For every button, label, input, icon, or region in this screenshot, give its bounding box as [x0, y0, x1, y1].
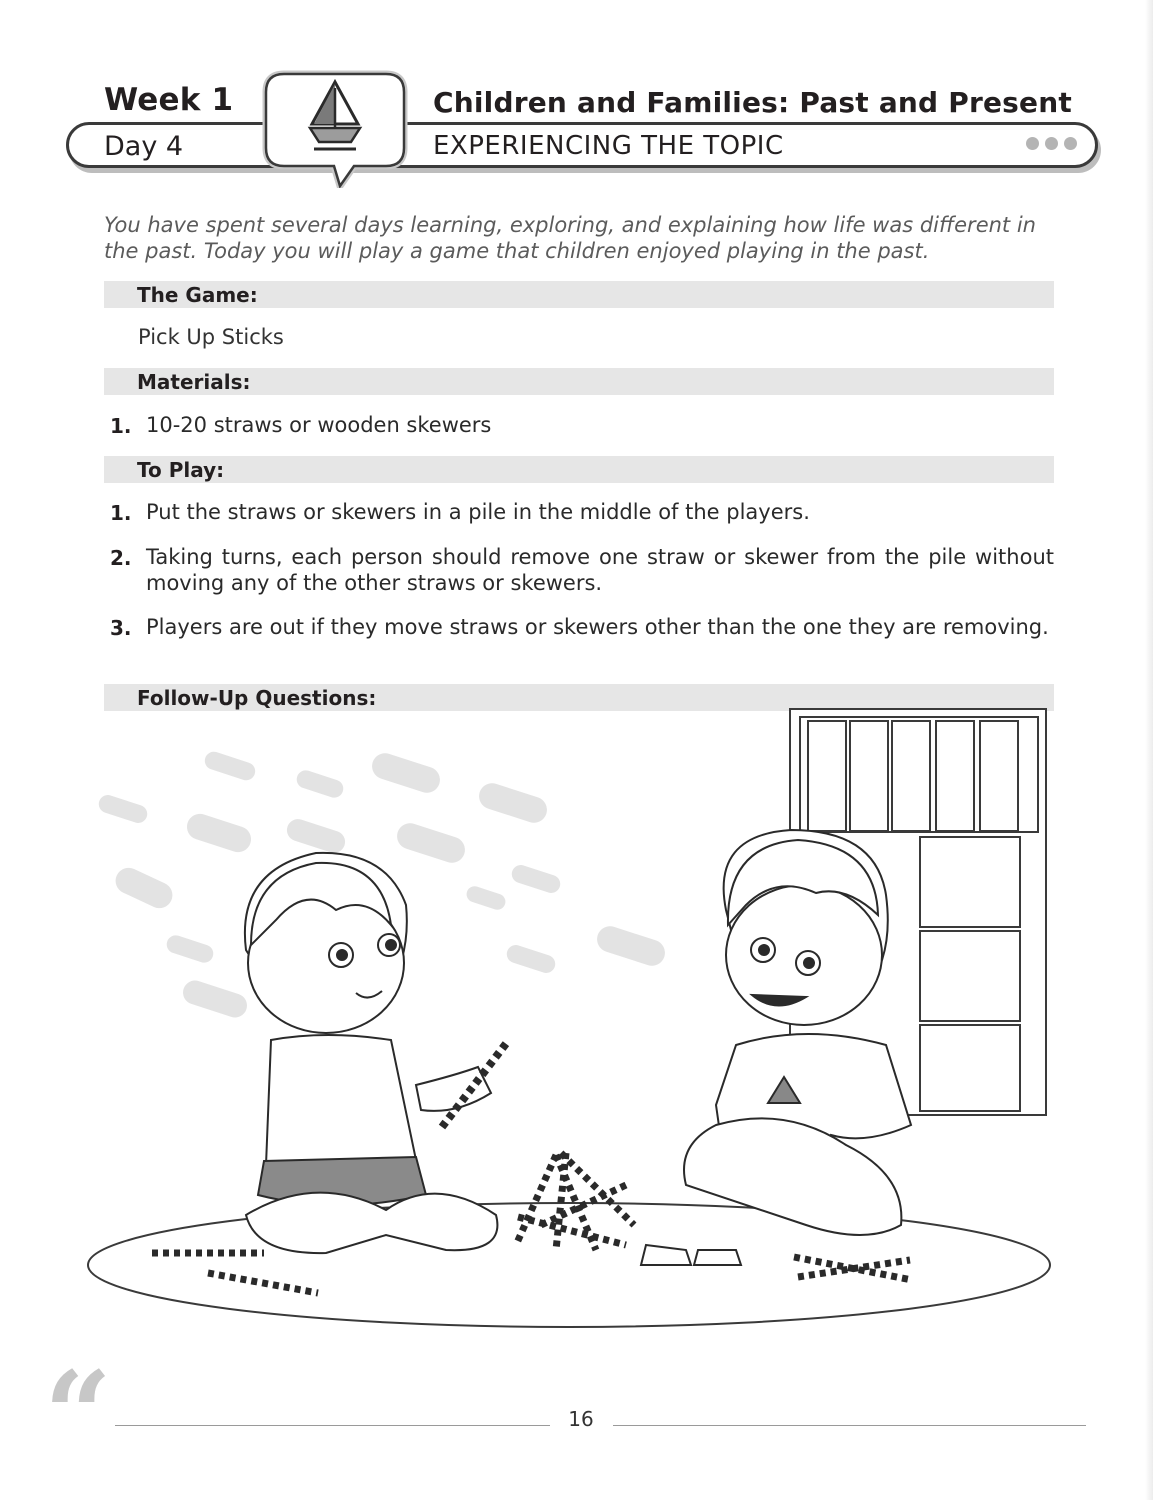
list-item: Taking turns, each person should remove one straw or skewer from the pile without moving any of the other straws or skewers.: [146, 545, 1054, 595]
quote-mark-icon: “: [44, 1345, 112, 1484]
game-section-heading: The Game:: [137, 283, 258, 307]
game-name: Pick Up Sticks: [138, 325, 284, 349]
list-item-number: 2.: [110, 546, 132, 570]
list-item-number: 1.: [110, 501, 132, 525]
two-children-playing-pick-up-sticks-illustration: [86, 705, 1062, 1340]
right-child: [641, 830, 911, 1265]
footer-rule-right: [613, 1425, 1086, 1426]
left-child: [245, 853, 498, 1253]
list-item-number: 3.: [110, 616, 132, 640]
week-label: Week 1: [104, 82, 234, 118]
intro-paragraph: You have spent several days learning, exploring, and explaining how life was different in the past. Today you will play a game that children enjoyed playing in the past.: [104, 213, 1036, 263]
day-label: Day 4: [104, 131, 184, 162]
floor-rug: [88, 1203, 1050, 1327]
page-edge-shadow: [1145, 0, 1153, 1500]
page-number: 16: [568, 1407, 594, 1431]
list-item-number: 1.: [110, 414, 132, 438]
materials-section-heading: Materials:: [137, 370, 251, 394]
list-item: Players are out if they move straws or skewers other than the one they are removing.: [146, 615, 1049, 639]
unit-title: Children and Families: Past and Present: [433, 86, 1072, 119]
list-item: Put the straws or skewers in a pile in the middle of the players.: [146, 500, 810, 524]
to-play-section-bar: [104, 456, 1054, 483]
more-dots-icon: [1026, 137, 1077, 150]
list-item: 10-20 straws or wooden skewers: [146, 413, 492, 437]
follow-up-section-heading: Follow-Up Questions:: [137, 686, 377, 710]
section-subtitle: EXPERIENCING THE TOPIC: [433, 131, 784, 161]
logo-speech-bubble: [262, 70, 408, 188]
to-play-section-heading: To Play:: [137, 458, 225, 482]
footer-rule-left: [115, 1425, 550, 1426]
